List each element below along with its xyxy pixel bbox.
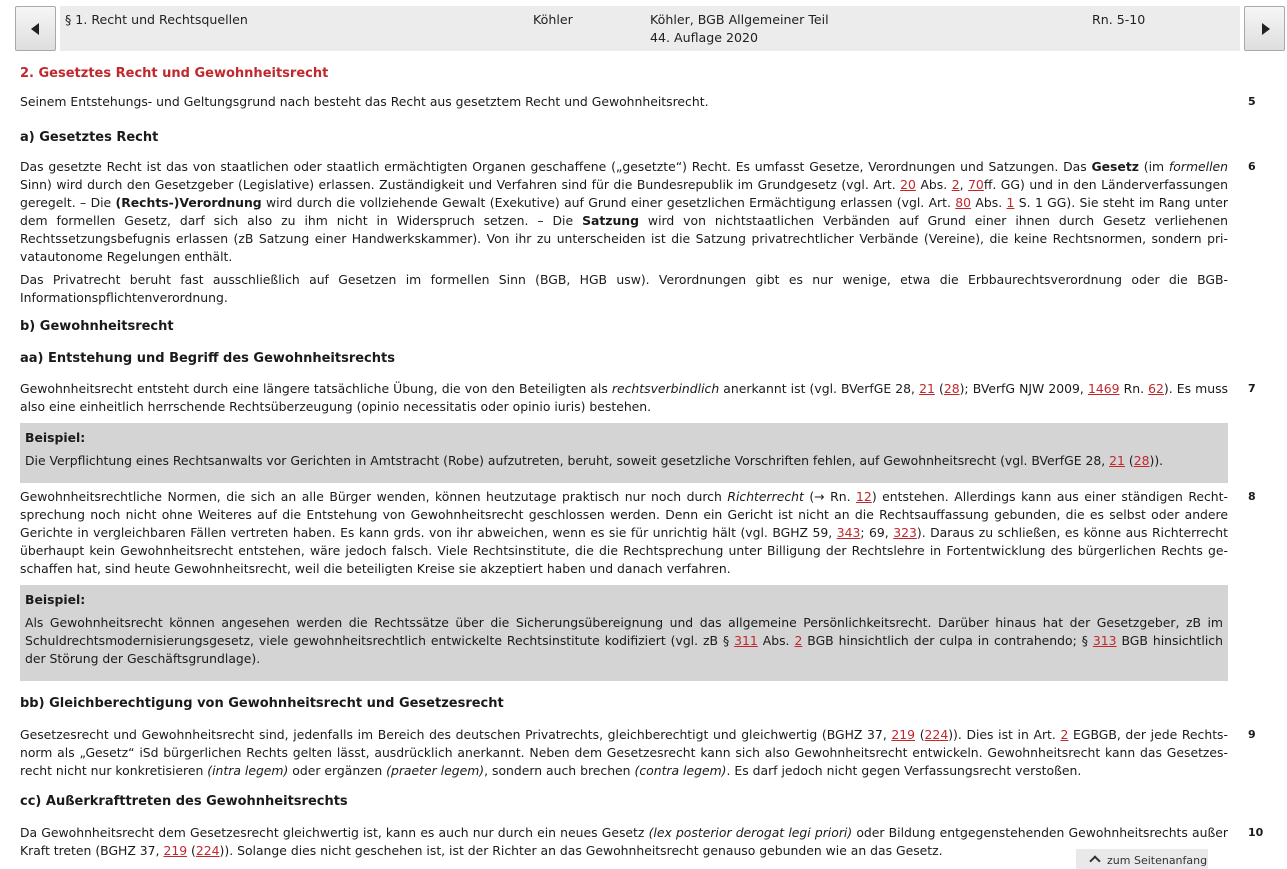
next-page-button[interactable] — [1244, 6, 1285, 51]
link-bgb-311[interactable]: 311 — [734, 633, 758, 649]
heading-gleichberechtigung: bb) Gleichberechtigung von Gewohnheitsrecht und Gesetzesrecht — [20, 696, 504, 711]
section-heading: 2. Gesetztes Recht und Gewohnheitsrecht — [20, 66, 329, 81]
link-rn-62[interactable]: 62 — [1148, 381, 1164, 396]
header-bar — [60, 6, 1240, 51]
link-bverfge-21-example[interactable]: 21 — [1109, 453, 1125, 469]
link-art-80[interactable]: 80 — [955, 195, 972, 211]
header-book: Köhler, BGB Allgemeiner Teil — [650, 12, 829, 27]
example-box-1 — [20, 423, 1228, 483]
link-bghz-343[interactable]: 343 — [836, 525, 861, 541]
margin-number-7: 7 — [1248, 382, 1256, 395]
link-bghz-219[interactable]: 219 — [891, 727, 916, 742]
triangle-left-icon — [31, 23, 39, 35]
header-edition: 44. Auflage 2020 — [650, 30, 759, 45]
document-header — [0, 0, 1287, 60]
link-egbgb-2[interactable]: 2 — [1060, 727, 1069, 742]
paragraph-8: Gewohnheitsrechtliche Normen, die sich an alle Bürger wenden, können heutzutage praktisch nur noch durch Richterrecht (→ Rn. 12) entstehen. Allerdings kann aus einer ständigen Rechtsprechung noch nicht ohne Weiteres auf die Entstehung von Gewohnheitsrecht geschlossen werden. Denn ein Gericht ist nicht an die Rechtsauffassung gebunden, die es selbst oder andere Gerichte in vergleichbaren Fällen vertreten haben. Es kann grds. von ihr abweichen, wenn es sie für unrichtig hält (vgl. BGHZ 59, 343; 69, 323). Daraus zu schließen, es könne aus Richterrecht überhaupt kein Gewohnheitsrecht entstehen, wäre jedoch falsch. Viele Rechtsinstitute, die die Rechtsprechung unter Billigung der Rechtslehre in Fortentwicklung des bürgerlichen Rechts geschaffen hat, sind heute Gewohnheitsrecht, weil die beteiligten Kreise sie akzeptiert haben und danach verfahren. — [20, 489, 1228, 577]
link-bverfge-28-example[interactable]: 28 — [1133, 453, 1150, 469]
link-art-20[interactable]: 20 — [900, 177, 916, 193]
example-text: Als Gewohnheitsrecht können angesehen werden die Rechtssätze über die Sicherungsübereignung und das allgemeine Persönlichkeitsrecht. Darüber hinaus hat der Gesetzgeber, zB im Schuldrechtsmodernisierungsgesetz, viele gewohnheitsrechtlich entwickelte Rechtsinstitute kodifiziert (vgl. zB § 311 Abs. 2 BGB hinsichtlich der culpa in contrahendo; § 313 BGB hinsichtlich der Störung der Geschäftsgrundlage). — [25, 615, 1223, 667]
back-to-top-button[interactable] — [1076, 849, 1208, 869]
margin-number-6: 6 — [1248, 160, 1256, 173]
link-bverfge-28[interactable]: 28 — [943, 381, 960, 396]
paragraph-10: Da Gewohnheitsrecht dem Gesetzesrecht gleichwertig ist, kann es auch nur durch ein neues Gesetz (lex posterior derogat legi priori) oder Bildung entgegenstehenden Gewohnheitsrechts außer Kraft treten (BGHZ 37, 219 (224)). Solange dies nicht geschehen ist, ist der Richter an das Gewohnheitsrecht genauso gebunden wie an das Gesetz. — [20, 825, 1228, 859]
link-njw-1469[interactable]: 1469 — [1087, 381, 1120, 396]
link-bgb-313[interactable]: 313 — [1092, 633, 1117, 649]
prev-page-button[interactable] — [15, 6, 56, 51]
margin-number-5: 5 — [1248, 95, 1256, 108]
header-section: § 1. Recht und Rechtsquellen — [65, 12, 248, 27]
example-heading: Beispiel: — [25, 430, 86, 445]
margin-number-9: 9 — [1248, 728, 1256, 741]
heading-gesetztes-recht: a) Gesetztes Recht — [20, 130, 159, 145]
link-rn-12[interactable]: 12 — [856, 489, 872, 504]
link-art-70[interactable]: 70 — [968, 177, 984, 193]
link-abs-2[interactable]: 2 — [951, 177, 960, 193]
link-bghz-219-b[interactable]: 219 — [163, 843, 188, 859]
example-text: Die Verpflichtung eines Rechtsanwalts vor Gerichten in Amtstracht (Robe) aufzutreten, beruht, soweit gesetzliche Vorschriften fehlen, auf Gewohnheitsrecht (vgl. BVerfGE 28, 21 (28)). — [25, 453, 1164, 469]
header-rn-range: Rn. 5-10 — [1092, 12, 1146, 27]
back-to-top-label: zum Seitenanfang — [1107, 854, 1208, 867]
link-bghz-224[interactable]: 224 — [924, 727, 949, 742]
triangle-right-icon — [1262, 23, 1270, 35]
margin-number-8: 8 — [1248, 490, 1256, 503]
paragraph-5: Seinem Entstehungs- und Geltungsgrund nach besteht das Recht aus gesetztem Recht und Gewohnheitsrecht. — [20, 94, 709, 109]
heading-gewohnheitsrecht: b) Gewohnheitsrecht — [20, 319, 174, 334]
example-box-2 — [20, 585, 1228, 681]
chevron-up-icon — [1089, 855, 1100, 866]
link-bverfge-21[interactable]: 21 — [919, 381, 935, 396]
margin-number-10: 10 — [1248, 826, 1264, 839]
paragraph-6b: Das Privatrecht beruht fast ausschließlich auf Gesetzen im formellen Sinn (BGB, HGB usw). Verordnungen gibt es nur wenige, etwa die Erbbaurechtsverordnung oder die BGB-Informationspflichtenverordnung. — [20, 272, 1228, 306]
header-author: Köhler — [533, 12, 573, 27]
link-bghz-224-b[interactable]: 224 — [195, 843, 220, 859]
link-abs-2-311[interactable]: 2 — [794, 633, 803, 649]
paragraph-7: Gewohnheitsrecht entsteht durch eine längere tatsächliche Übung, die von den Beteiligten als rechtsverbindlich anerkannt ist (vgl. BVerfGE 28, 21 (28); BVerfG NJW 2009, 1469 Rn. 62). Es muss also eine einheitlich herrschende Rechtsüberzeugung (opinio necessitatis oder opinio iuris) bestehen. — [20, 381, 1228, 415]
link-bghz-323[interactable]: 323 — [893, 525, 917, 541]
link-abs-1[interactable]: 1 — [1006, 195, 1015, 211]
heading-entstehung: aa) Entstehung und Begriff des Gewohnheitsrechts — [20, 351, 395, 366]
heading-ausserkrafttreten: cc) Außerkrafttreten des Gewohnheitsrechts — [20, 794, 348, 809]
example-heading: Beispiel: — [25, 592, 86, 607]
paragraph-9: Gesetzesrecht und Gewohnheitsrecht sind, jedenfalls im Bereich des deutschen Privatrechts, gleichberechtigt und gleichwertig (BGHZ 37, 219 (224)). Dies ist in Art. 2 EGBGB, der jede Rechtsnorm als „Gesetz“ iSd bürgerlichen Rechts gelten lässt, ausdrücklich anerkannt. Neben dem Gesetzesrecht kann sich also Gewohnheitsrecht entwickeln. Gewohnheitsrecht kann das Gesetzesrecht nicht nur konkretisieren (intra legem) oder ergänzen (praeter legem), sondern auch brechen (contra legem). Es darf jedoch nicht gegen Verfassungsrecht verstoßen. — [20, 727, 1228, 779]
paragraph-6: Das gesetzte Recht ist das von staatlichen oder staatlich ermächtigten Organen geschaffene („gesetzte“) Recht. Es umfasst Gesetze, Verordnungen und Satzungen. Das Gesetz (im formellen Sinn) wird durch den Gesetzgeber (Legislative) erlassen. Zuständigkeit und Verfahren sind für die Bundesrepublik im Grundgesetz (vgl. Art. 20 Abs. 2, 70ff. GG) und in den Länderverfassungen geregelt. – Die (Rechts-)Verordnung wird durch die vollziehende Gewalt (Exekutive) auf Grund einer gesetzlichen Ermächtigung erlassen (vgl. Art. 80 Abs. 1 S. 1 GG). Sie steht im Rang unter dem formellen Gesetz, darf sich also zu ihm nicht in Widerspruch setzen. – Die Satzung wird von nichtstaatlichen Verbänden auf Grund einer ihnen durch Gesetz verliehenen Rechtssetzungsbefugnis erlassen (zB Satzung einer Handwerkskammer). Von ihr zu unterscheiden ist die Satzung privatrechtlicher Verbände (Vereine), die keine Rechtsnormen, sondern privatautonome Regelungen enthält. — [20, 159, 1228, 265]
